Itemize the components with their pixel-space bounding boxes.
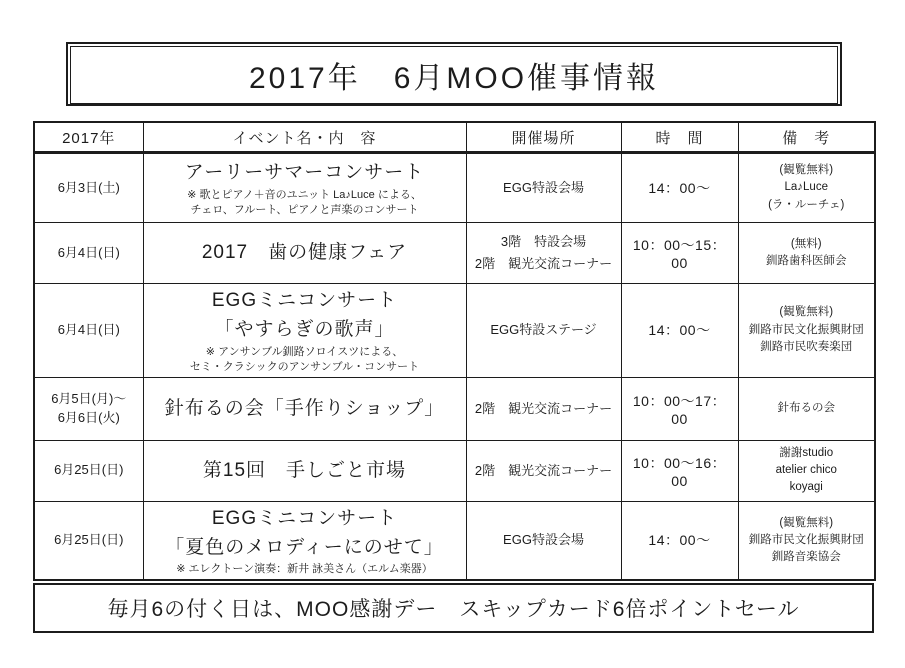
place-line: 2階 観光交流コーナー bbox=[474, 462, 613, 478]
date-line: 6月25日(日) bbox=[54, 462, 124, 478]
event-cell bbox=[143, 501, 466, 580]
remarks-cell bbox=[738, 284, 875, 378]
place-cell bbox=[466, 284, 621, 378]
time-cell: 14：00～ bbox=[621, 284, 738, 378]
remark-line: (無料) bbox=[790, 237, 822, 250]
column-header-event: イベント名・内 容 bbox=[143, 122, 466, 153]
event-cell bbox=[143, 377, 466, 440]
table-row bbox=[34, 501, 875, 580]
event-title: アーリーサマーコンサート bbox=[184, 162, 425, 184]
date-line: 6月5日(月)～ bbox=[51, 390, 127, 406]
remark-line: atelier chico bbox=[775, 463, 837, 476]
time-cell: 10：00～16：00 bbox=[621, 440, 738, 501]
event-cell bbox=[143, 440, 466, 501]
event-title: 第15回 手しごと市場 bbox=[202, 459, 407, 481]
remark-line: 釧路歯科医師会 bbox=[766, 255, 847, 267]
column-header-remarks: 備 考 bbox=[738, 122, 875, 153]
date-cell bbox=[34, 377, 143, 440]
remarks-cell bbox=[738, 501, 875, 580]
event-title: 「やすらぎの歌声」 bbox=[214, 319, 395, 341]
place-cell bbox=[466, 440, 621, 501]
place-line: 2階 観光交流コーナー bbox=[474, 400, 613, 416]
date-line: 6月4日(日) bbox=[57, 321, 120, 337]
place-line: 3階 特設会場 bbox=[500, 233, 587, 249]
table-row bbox=[34, 153, 875, 223]
date-cell bbox=[34, 223, 143, 284]
remark-line: (観覧無料) bbox=[779, 516, 834, 529]
date-cell bbox=[34, 440, 143, 501]
title-box bbox=[66, 42, 842, 106]
remark-line: (観覧無料) bbox=[779, 164, 834, 177]
event-cell bbox=[143, 223, 466, 284]
event-note: ※ 歌とピアノ＋音のユニット La♪Luce による、 bbox=[187, 188, 422, 201]
place-cell bbox=[466, 153, 621, 223]
place-cell bbox=[466, 377, 621, 440]
date-line: 6月25日(日) bbox=[54, 532, 124, 547]
place-cell bbox=[466, 223, 621, 284]
remark-line: 釧路市民吹奏楽団 bbox=[760, 340, 853, 353]
date-line: 6月4日(日) bbox=[57, 244, 120, 260]
place-line: EGG特設ステージ bbox=[490, 322, 597, 338]
place-cell bbox=[466, 501, 621, 580]
event-note: チェロ、フルート、ピアノと声楽のコンサート bbox=[190, 203, 419, 216]
remark-line: (ラ・ルーチェ) bbox=[768, 198, 845, 211]
place-line: 2階 観光交流コーナー bbox=[474, 256, 613, 271]
remark-line: 針布るの会 bbox=[777, 401, 835, 414]
time-cell: 10：00～17：00 bbox=[621, 377, 738, 440]
remarks-cell bbox=[738, 153, 875, 223]
footer-text: 毎月6の付く日は、MOO感謝デー スキップカード6倍ポイントセール bbox=[107, 598, 800, 621]
time-cell: 14：00～ bbox=[621, 501, 738, 580]
remark-line: (観覧無料) bbox=[779, 306, 834, 319]
event-title: 2017 歯の健康フェア bbox=[201, 242, 408, 264]
event-cell bbox=[143, 153, 466, 223]
remark-line: La♪Luce bbox=[784, 181, 828, 194]
header-row bbox=[34, 122, 875, 153]
event-cell bbox=[143, 284, 466, 378]
remarks-cell bbox=[738, 440, 875, 501]
remark-line: koyagi bbox=[789, 481, 823, 494]
date-cell bbox=[34, 501, 143, 580]
date-cell bbox=[34, 284, 143, 378]
footer-banner bbox=[33, 583, 874, 633]
table-row bbox=[34, 440, 875, 501]
event-note: ※ エレクトーン演奏：新井 詠美さん（エルム楽器） bbox=[176, 563, 433, 576]
remark-line: 釧路音楽協会 bbox=[771, 551, 841, 564]
column-header-place: 開催場所 bbox=[466, 122, 621, 153]
column-header-time: 時 間 bbox=[621, 122, 738, 153]
time-cell: 14：00～ bbox=[621, 153, 738, 223]
event-title: 針布るの会「手作りショップ」 bbox=[164, 397, 445, 419]
table-row bbox=[34, 284, 875, 378]
column-header-year: 2017年 bbox=[34, 122, 143, 153]
remarks-cell bbox=[738, 377, 875, 440]
time-cell: 10：00～15：00 bbox=[621, 223, 738, 284]
remark-line: 釧路市民文化振興財団 bbox=[748, 323, 864, 336]
event-title: EGGミニコンサート bbox=[211, 507, 398, 529]
page-title: 2017年 6月MOO催事情報 bbox=[70, 46, 838, 104]
date-line: 6月3日(土) bbox=[57, 179, 120, 195]
event-title: 「夏色のメロディーにのせて」 bbox=[165, 537, 444, 558]
events-table bbox=[33, 121, 876, 581]
table-row bbox=[34, 377, 875, 440]
event-note: ※ アンサンブル釧路ソロイスツによる、 bbox=[205, 345, 404, 358]
event-note: セミ・クラシックのアンサンブル・コンサート bbox=[189, 360, 420, 373]
event-title: EGGミニコンサート bbox=[211, 290, 398, 311]
place-line: EGG特設会場 bbox=[503, 532, 584, 548]
date-line: 6月6日(火) bbox=[57, 409, 120, 425]
date-cell bbox=[34, 153, 143, 223]
remark-line: 釧路市民文化振興財団 bbox=[748, 533, 864, 546]
remarks-cell bbox=[738, 223, 875, 284]
place-line: EGG特設会場 bbox=[503, 179, 584, 195]
table-row bbox=[34, 223, 875, 284]
remark-line: 謝謝studio bbox=[779, 446, 834, 459]
